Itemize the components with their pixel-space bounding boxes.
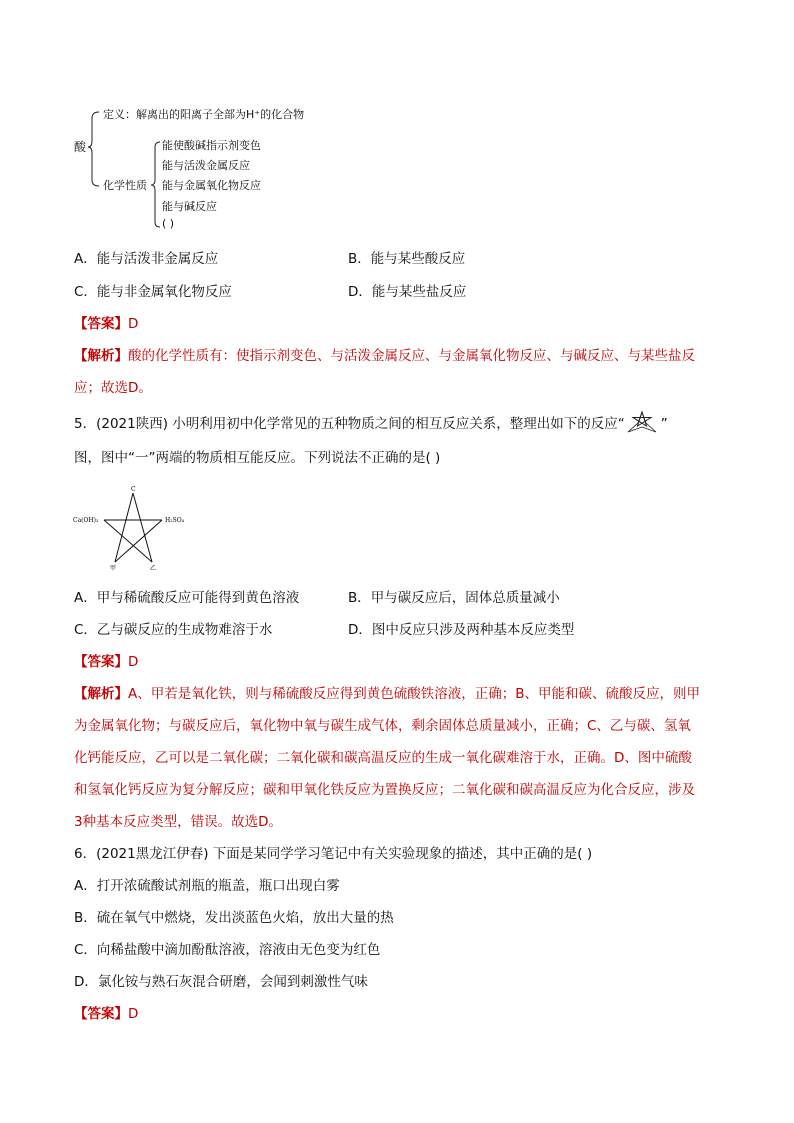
q5-analysis-line: 和氢氧化钙反应为复分解反应；碳和甲氧化铁反应为置换反应；二氧化碳和碳高温反应为化合反应，涉及 <box>74 782 695 798</box>
analysis-text: 酸的化学性质有：使指示剂变色、与活泼金属反应、与金属氧化物反应、与碱反应、与某些盐反 <box>128 348 695 364</box>
q4-analysis <box>74 346 695 366</box>
analysis-tag: 【解析】 <box>74 686 128 702</box>
q5-analysis-line: 3种基本反应类型，错误。故选D。 <box>74 814 282 830</box>
edge-left-bottomright <box>104 520 152 562</box>
q5-analysis-line: 化钙能反应，乙可以是二氧化碳；二氧化碳和碳高温反应的生成一氧化碳难溶于水，正确。D、图中硫酸 <box>74 750 692 766</box>
star-label-bottom-left: 甲 <box>110 565 117 572</box>
star-label-bottom-right: 乙 <box>150 565 157 572</box>
q6-option-a: A．打开浓硫酸试剂瓶的瓶盖，瓶口出现白雾 <box>74 878 340 894</box>
q6-option-d: D．氯化铵与熟石灰混合研磨，会闻到刺激性气味 <box>74 974 368 990</box>
answer-tag: 【答案】 <box>74 1006 128 1022</box>
inline-star <box>625 414 661 434</box>
analysis-tag: 【解析】 <box>74 348 128 364</box>
q5-option-c: C．乙与碳反应的生成物难溶于水 <box>74 622 273 638</box>
diagram-prop: 能与碱反应 <box>162 200 217 213</box>
q6-answer <box>74 1004 138 1024</box>
answer-tag: 【答案】 <box>74 654 128 670</box>
edge-top-bottomright <box>133 493 152 562</box>
q4-analysis-cont: 应；故选D。 <box>74 380 152 396</box>
q5-option-a: A．甲与稀硫酸反应可能得到黄色溶液 <box>74 590 300 606</box>
q4-option-b: B．能与某些酸反应 <box>348 251 466 267</box>
diagram-root: 酸 <box>74 140 87 154</box>
diagram-prop: 能与金属氧化物反应 <box>162 179 261 192</box>
answer-value: D <box>128 654 139 670</box>
q5-answer <box>74 652 138 672</box>
diagram-prop: 能与活泼金属反应 <box>162 159 250 172</box>
answer-tag: 【答案】 <box>74 316 128 332</box>
outer-brace <box>88 112 99 186</box>
q6-stem: 6．(2021黑龙江伊春) 下面是某同学学习笔记中有关实验现象的描述，其中正确的是( ) <box>74 846 593 862</box>
q4-option-c: C．能与非金属氧化物反应 <box>74 284 232 300</box>
star-diagram-svg <box>70 484 200 574</box>
diagram-prop: ( ) <box>162 217 175 230</box>
star-label-left: Ca(OH)₂ <box>73 517 99 524</box>
star-label-top: C <box>131 486 136 493</box>
q4-option-a: A．能与活泼非金属反应 <box>74 251 219 267</box>
answer-value: D <box>128 1006 139 1022</box>
answer-value: D <box>128 316 139 332</box>
q5-option-b: B．甲与碳反应后，固体总质量减小 <box>348 590 560 606</box>
q4-option-d: D．能与某些盐反应 <box>348 284 467 300</box>
q5-option-d: D．图中反应只涉及两种基本反应类型 <box>348 622 575 638</box>
q5-stem-part1: 5．(2021陕西) 小明利用初中化学常见的五种物质之间的相互反应关系，整理出如下的反应“ <box>74 416 625 432</box>
q4-answer <box>74 314 138 334</box>
edge-right-bottomleft <box>115 520 162 562</box>
diagram-branch: 化学性质 <box>103 179 147 192</box>
edge-top-bottomleft <box>115 493 133 562</box>
q6-option-b: B．硫在氧气中燃烧，发出淡蓝色火焰，放出大量的热 <box>74 910 394 926</box>
diagram-prop: 能使酸碱指示剂变色 <box>162 139 261 152</box>
q5-stem-part2: ” <box>660 416 668 432</box>
q5-stem-line1 <box>74 414 668 434</box>
inner-brace <box>151 142 160 227</box>
diagram-definition: 定义：解离出的阳离子全部为H⁺的化合物 <box>103 108 305 121</box>
analysis-text: A、甲若是氧化铁，则与稀硫酸反应得到黄色硫酸铁溶液，正确；B、甲能和碳、硫酸反应，则甲 <box>128 686 700 702</box>
star-icon <box>625 410 659 434</box>
q6-option-c: C．向稀盐酸中滴加酚酞溶液，溶液由无色变为红色 <box>74 942 381 958</box>
star-reaction-diagram <box>70 484 200 574</box>
q5-stem-line2: 图，图中“一”两端的物质相互能反应。下列说法不正确的是( ) <box>74 450 441 466</box>
star-label-right: H₂SO₄ <box>165 517 185 524</box>
q5-analysis-line: 为金属氧化物；与碳反应后，氧化物中氧与碳生成气体，剩余固体总质量减小，正确；C、乙与碳、氢氧 <box>74 718 691 734</box>
q5-analysis <box>74 684 700 704</box>
